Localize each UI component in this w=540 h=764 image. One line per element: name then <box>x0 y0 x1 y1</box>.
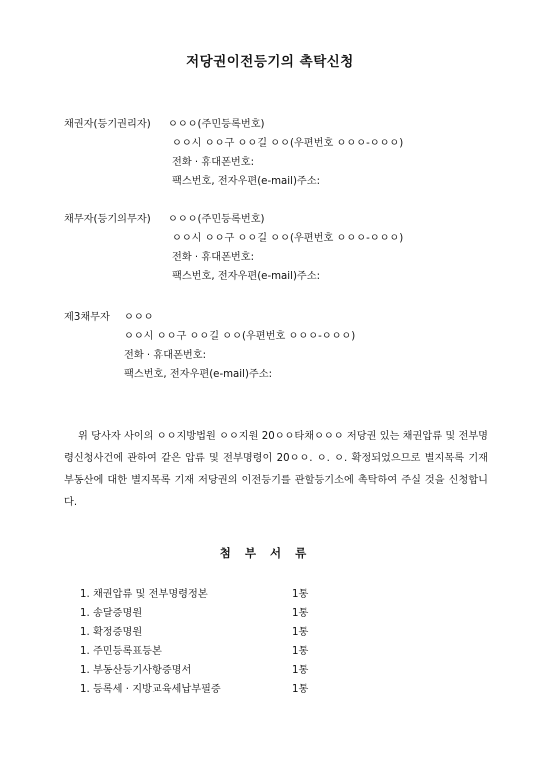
creditor-address: ㅇㅇ시 ㅇㅇ구 ㅇㅇ길 ㅇㅇ(우편번호 ㅇㅇㅇ-ㅇㅇㅇ) <box>172 138 404 149</box>
list-item <box>80 624 320 642</box>
attachment-name: 1. 채권압류 및 전부명령정본 <box>80 589 208 600</box>
debtor-name: ㅇㅇㅇ(주민등록번호) <box>168 214 265 225</box>
list-item <box>80 586 320 604</box>
creditor-phone: 전화 · 휴대폰번호: <box>172 157 255 168</box>
attachment-name: 1. 부동산등기사항증명서 <box>80 665 192 676</box>
attachment-qty: 1통 <box>292 589 309 600</box>
debtor-label: 채무자(등기의무자) <box>64 214 151 225</box>
attachment-qty: 1통 <box>292 665 309 676</box>
attachment-qty: 1통 <box>292 684 309 695</box>
attachment-name: 1. 송달증명원 <box>80 608 143 619</box>
attachment-qty: 1통 <box>292 646 309 657</box>
attachment-qty: 1통 <box>292 608 309 619</box>
attachment-qty: 1통 <box>292 627 309 638</box>
attachments-title: 첨부서류 <box>219 546 321 560</box>
attachment-name: 1. 확정증명원 <box>80 627 143 638</box>
debtor-phone: 전화 · 휴대폰번호: <box>172 252 255 263</box>
third-debtor-label: 제3채무자 <box>64 312 110 323</box>
third-debtor-fax: 팩스번호, 전자우편(e-mail)주소: <box>124 369 273 380</box>
attachment-name: 1. 주민등록표등본 <box>80 646 162 657</box>
list-item <box>80 643 320 661</box>
creditor-label: 채권자(등기권리자) <box>64 119 151 130</box>
list-item <box>80 605 320 623</box>
debtor-fax: 팩스번호, 전자우편(e-mail)주소: <box>172 271 321 282</box>
creditor-fax: 팩스번호, 전자우편(e-mail)주소: <box>172 176 321 187</box>
creditor-name: ㅇㅇㅇ(주민등록번호) <box>168 119 265 130</box>
third-debtor-address: ㅇㅇ시 ㅇㅇ구 ㅇㅇ길 ㅇㅇ(우편번호 ㅇㅇㅇ-ㅇㅇㅇ) <box>124 331 356 342</box>
third-debtor-phone: 전화 · 휴대폰번호: <box>124 350 207 361</box>
third-debtor-name: ㅇㅇㅇ <box>124 312 154 323</box>
list-item <box>80 662 320 680</box>
document-title: 저당권이전등기의 촉탁신청 <box>186 54 354 70</box>
list-item <box>80 681 320 699</box>
request-paragraph: 위 당사자 사이의 ㅇㅇ지방법원 ㅇㅇ지원 20ㅇㅇ타채ㅇㅇㅇ 저당권 있는 채권압류 및 전부명령신청사건에 관하여 같은 압류 및 전부명령이 20ㅇㅇ. ㅇ. ㅇ. 확정되었으므로 별지목록 기재 부동산에 대한 별지목록 기재 저당권의 이전등기를 관할등기소에 촉탁하여 주실 것을 신청합니다. <box>64 431 488 508</box>
debtor-address: ㅇㅇ시 ㅇㅇ구 ㅇㅇ길 ㅇㅇ(우편번호 ㅇㅇㅇ-ㅇㅇㅇ) <box>172 233 404 244</box>
attachment-name: 1. 등록세 · 지방교육세납부필증 <box>80 684 221 695</box>
